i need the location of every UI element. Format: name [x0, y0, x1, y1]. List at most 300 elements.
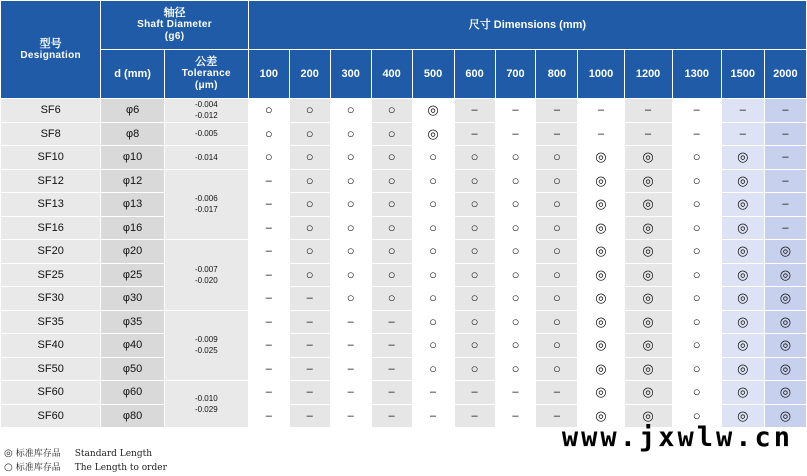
availability-cell [371, 357, 412, 381]
length-header: 600 [454, 50, 495, 99]
unavailable-dash: – [265, 245, 272, 258]
availability-cell [330, 169, 371, 193]
order-symbol: ○ [553, 290, 561, 306]
length-header: 300 [330, 50, 371, 99]
standard-stock-symbol: ◎ [595, 219, 607, 235]
availability-cell [764, 216, 806, 240]
standard-stock-symbol: ◎ [595, 149, 607, 165]
length-header: 700 [495, 50, 536, 99]
availability-cell [578, 216, 624, 240]
standard-symbol: ◎ [4, 448, 13, 459]
availability-cell [764, 99, 806, 123]
availability-cell [672, 146, 721, 170]
availability-cell [289, 310, 330, 334]
availability-cell [412, 122, 454, 146]
unavailable-dash: – [306, 339, 313, 352]
designation-cell: SF50 [1, 357, 101, 381]
unavailable-dash: – [347, 409, 354, 422]
order-symbol: ○ [511, 219, 520, 235]
availability-cell [454, 404, 495, 428]
order-symbol: ○ [429, 360, 437, 376]
availability-cell [672, 381, 721, 405]
tolerance-lower: -0.020 [194, 275, 218, 285]
designation-header [1, 1, 101, 99]
order-symbol: ○ [387, 266, 396, 282]
diameter-cell: φ10 [101, 146, 164, 170]
availability-cell [330, 240, 371, 264]
unavailable-dash: – [430, 386, 437, 399]
availability-cell [371, 169, 412, 193]
availability-cell [330, 381, 371, 405]
diameter-cell: φ8 [101, 122, 164, 146]
availability-cell [330, 357, 371, 381]
availability-cell [248, 287, 289, 311]
order-symbol: ○ [692, 219, 701, 235]
availability-cell [624, 216, 672, 240]
tolerance-cell [164, 99, 248, 123]
table-row [1, 193, 807, 217]
availability-cell [248, 122, 289, 146]
availability-cell [721, 146, 764, 170]
availability-cell [248, 334, 289, 358]
availability-cell [624, 240, 672, 264]
order-symbol: ○ [511, 172, 520, 188]
availability-cell [412, 240, 454, 264]
standard-stock-symbol: ◎ [779, 313, 792, 329]
availability-cell [495, 263, 536, 287]
availability-cell [624, 381, 672, 405]
standard-stock-symbol: ◎ [779, 407, 792, 423]
unavailable-dash: – [645, 104, 652, 117]
order-symbol: ○ [387, 196, 396, 212]
tolerance-upper: -0.007 [194, 264, 218, 274]
tolerance-header-unit: (μm) [194, 80, 218, 91]
unavailable-dash: – [306, 362, 313, 375]
unavailable-dash: – [265, 268, 272, 281]
order-symbol: ○ [429, 290, 437, 306]
unavailable-dash: – [265, 174, 272, 187]
diameter-cell: φ40 [101, 334, 164, 358]
tolerance-cell [164, 240, 248, 311]
tolerance-lower: -0.025 [194, 346, 218, 356]
availability-cell [536, 310, 578, 334]
availability-cell [672, 357, 721, 381]
availability-cell [371, 404, 412, 428]
availability-cell [672, 99, 721, 123]
unavailable-dash: – [265, 409, 272, 422]
availability-cell [536, 146, 578, 170]
unavailable-dash: – [347, 339, 354, 352]
availability-cell [536, 287, 578, 311]
availability-cell [454, 310, 495, 334]
order-symbol: ○ [511, 266, 520, 282]
availability-cell [495, 240, 536, 264]
order-symbol: ○ [511, 337, 520, 353]
order-symbol: ○ [305, 243, 314, 259]
order-symbol: ○ [346, 125, 355, 141]
order-symbol: ○ [346, 196, 355, 212]
order-symbol: ○ [692, 407, 701, 423]
unavailable-dash: – [388, 362, 395, 375]
order-symbol: ○ [305, 172, 314, 188]
legend-standard-en: Standard Length [74, 449, 153, 459]
unavailable-dash: – [553, 104, 561, 117]
standard-stock-symbol: ◎ [737, 313, 749, 329]
d-header: d (mm) [101, 50, 164, 99]
availability-cell [412, 404, 454, 428]
unavailable-dash: – [265, 292, 272, 305]
standard-stock-symbol: ◎ [595, 196, 607, 212]
unavailable-dash: – [347, 315, 354, 328]
order-symbol: ○ [387, 125, 396, 141]
availability-cell [764, 334, 806, 358]
availability-cell [721, 169, 764, 193]
standard-stock-symbol: ◎ [642, 313, 654, 329]
shaft-diameter-header-zh: 轴径 [163, 7, 186, 19]
diameter-cell: φ80 [101, 404, 164, 428]
unavailable-dash: – [471, 409, 478, 422]
order-symbol: ○ [346, 172, 355, 188]
standard-stock-symbol: ◎ [737, 219, 749, 235]
availability-cell [536, 240, 578, 264]
standard-stock-symbol: ◎ [642, 360, 654, 376]
designation-cell: SF8 [1, 122, 101, 146]
unavailable-dash: – [739, 104, 746, 117]
availability-cell [371, 381, 412, 405]
availability-cell [536, 334, 578, 358]
availability-cell [454, 193, 495, 217]
unavailable-dash: – [347, 362, 354, 375]
availability-cell [289, 122, 330, 146]
watermark: www.jxwlw.cn [561, 422, 793, 453]
availability-cell [721, 122, 764, 146]
order-symbol: ○ [553, 219, 561, 235]
standard-stock-symbol: ◎ [427, 125, 439, 141]
order-symbol: ○ [429, 337, 437, 353]
availability-cell [764, 381, 806, 405]
designation-header-en: Designation [20, 49, 81, 61]
order-symbol: ○ [553, 360, 561, 376]
standard-stock-symbol: ◎ [642, 407, 654, 423]
standard-stock-symbol: ◎ [595, 337, 607, 353]
standard-stock-symbol: ◎ [779, 384, 792, 400]
unavailable-dash: – [347, 386, 354, 399]
availability-cell [454, 216, 495, 240]
availability-cell [330, 193, 371, 217]
availability-cell [248, 357, 289, 381]
diameter-cell: φ35 [101, 310, 164, 334]
order-symbol: ○ [553, 266, 561, 282]
length-header: 400 [371, 50, 412, 99]
tolerance-upper: -0.004 [194, 100, 218, 110]
availability-cell [454, 381, 495, 405]
availability-cell [289, 357, 330, 381]
availability-cell [624, 357, 672, 381]
availability-cell [371, 216, 412, 240]
diameter-cell: φ20 [101, 240, 164, 264]
standard-stock-symbol: ◎ [737, 407, 749, 423]
designation-cell: SF40 [1, 334, 101, 358]
order-symbol: ○ [470, 337, 479, 353]
availability-cell [412, 334, 454, 358]
unavailable-dash: – [782, 151, 789, 164]
legend-standard-zh: 标准库存品 [15, 449, 61, 459]
unavailable-dash: – [782, 221, 789, 234]
order-symbol: ○ [429, 196, 437, 212]
tolerance-cell [164, 381, 248, 428]
diameter-cell: φ50 [101, 357, 164, 381]
availability-cell [764, 240, 806, 264]
length-header: 800 [536, 50, 578, 99]
unavailable-dash: – [388, 339, 395, 352]
availability-cell [412, 357, 454, 381]
unavailable-dash: – [782, 104, 789, 117]
designation-cell: SF20 [1, 240, 101, 264]
standard-stock-symbol: ◎ [642, 337, 654, 353]
availability-cell [764, 146, 806, 170]
availability-cell [764, 263, 806, 287]
table-row [1, 216, 807, 240]
availability-cell [289, 169, 330, 193]
order-symbol: ○ [346, 243, 355, 259]
availability-cell [371, 99, 412, 123]
unavailable-dash: – [265, 362, 272, 375]
order-symbol: ○ [553, 243, 561, 259]
diameter-cell: φ16 [101, 216, 164, 240]
availability-cell [624, 334, 672, 358]
order-symbol: ○ [692, 337, 701, 353]
availability-cell [536, 99, 578, 123]
order-symbol: ○ [387, 102, 396, 118]
availability-cell [330, 146, 371, 170]
availability-cell [624, 193, 672, 217]
order-symbol: ○ [470, 360, 479, 376]
availability-cell [672, 310, 721, 334]
shaft-diameter-header [101, 1, 248, 50]
order-symbol: ○ [692, 243, 701, 259]
order-symbol: ○ [346, 102, 355, 118]
tolerance-cell [164, 310, 248, 381]
table-row [1, 240, 807, 264]
availability-cell [536, 216, 578, 240]
order-symbol: ○ [264, 149, 273, 165]
availability-cell [721, 216, 764, 240]
availability-cell [495, 146, 536, 170]
availability-cell [721, 334, 764, 358]
order-symbol: ○ [387, 290, 396, 306]
availability-cell [672, 263, 721, 287]
order-symbol: ○ [429, 149, 437, 165]
designation-cell: SF13 [1, 193, 101, 217]
standard-stock-symbol: ◎ [779, 266, 792, 282]
standard-stock-symbol: ◎ [779, 243, 792, 259]
availability-cell [672, 216, 721, 240]
availability-cell [721, 99, 764, 123]
availability-cell [248, 169, 289, 193]
order-symbol: ○ [470, 149, 479, 165]
order-symbol: ○ [305, 125, 314, 141]
availability-cell [578, 263, 624, 287]
unavailable-dash: – [512, 104, 519, 117]
availability-cell [764, 310, 806, 334]
standard-stock-symbol: ◎ [737, 149, 749, 165]
standard-stock-symbol: ◎ [737, 243, 749, 259]
availability-cell [672, 193, 721, 217]
unavailable-dash: – [739, 127, 746, 140]
standard-stock-symbol: ◎ [642, 266, 654, 282]
availability-cell [578, 381, 624, 405]
availability-cell [454, 169, 495, 193]
availability-cell [764, 169, 806, 193]
availability-cell [624, 287, 672, 311]
availability-cell [578, 310, 624, 334]
order-symbol: ○ [429, 219, 437, 235]
availability-cell [536, 193, 578, 217]
availability-cell [248, 193, 289, 217]
tolerance-cell [164, 146, 248, 170]
table-row [1, 122, 807, 146]
standard-stock-symbol: ◎ [737, 337, 749, 353]
availability-cell [672, 334, 721, 358]
unavailable-dash: – [782, 174, 789, 187]
designation-cell: SF16 [1, 216, 101, 240]
standard-stock-symbol: ◎ [595, 313, 607, 329]
unavailable-dash: – [388, 409, 395, 422]
unavailable-dash: – [553, 127, 561, 140]
availability-cell [412, 381, 454, 405]
standard-stock-symbol: ◎ [642, 243, 654, 259]
availability-cell [495, 287, 536, 311]
availability-cell [495, 193, 536, 217]
table-row [1, 381, 807, 405]
order-symbol: ○ [264, 102, 273, 118]
availability-cell [495, 404, 536, 428]
table-body [1, 99, 807, 428]
order-symbol: ○ [511, 360, 520, 376]
availability-cell [764, 357, 806, 381]
unavailable-dash: – [471, 104, 478, 117]
availability-cell [248, 263, 289, 287]
availability-cell [578, 193, 624, 217]
availability-cell [721, 357, 764, 381]
availability-cell [764, 193, 806, 217]
availability-cell [371, 263, 412, 287]
standard-stock-symbol: ◎ [595, 360, 607, 376]
availability-cell [624, 169, 672, 193]
availability-cell [289, 334, 330, 358]
length-header: 1200 [624, 50, 672, 99]
legend-order-zh: 标准库存品 [15, 463, 61, 473]
standard-stock-symbol: ◎ [642, 196, 654, 212]
legend-order [4, 460, 167, 474]
availability-cell [412, 169, 454, 193]
shaft-diameter-header-sub: (g6) [164, 31, 185, 42]
order-symbol: ○ [511, 313, 520, 329]
availability-cell [454, 240, 495, 264]
unavailable-dash: – [782, 127, 789, 140]
length-header: 100 [248, 50, 289, 99]
availability-cell [764, 122, 806, 146]
availability-cell [412, 193, 454, 217]
order-symbol: ○ [470, 290, 479, 306]
order-symbol: ○ [692, 290, 701, 306]
designation-header-zh: 型号 [39, 37, 62, 50]
unavailable-dash: – [693, 127, 700, 140]
unavailable-dash: – [553, 386, 561, 399]
unavailable-dash: – [306, 292, 313, 305]
availability-cell [624, 310, 672, 334]
availability-cell [536, 122, 578, 146]
diameter-cell: φ30 [101, 287, 164, 311]
order-symbol: ○ [346, 266, 355, 282]
order-symbol: ○ [692, 196, 701, 212]
order-symbol: ○ [387, 243, 396, 259]
availability-cell [330, 310, 371, 334]
length-header: 2000 [764, 50, 806, 99]
availability-cell [721, 287, 764, 311]
designation-cell: SF25 [1, 263, 101, 287]
unavailable-dash: – [388, 315, 395, 328]
order-symbol: ○ [692, 149, 701, 165]
availability-cell [624, 263, 672, 287]
table-row [1, 169, 807, 193]
unavailable-dash: – [265, 198, 272, 211]
order-symbol: ○ [692, 266, 701, 282]
order-symbol: ○ [470, 243, 479, 259]
availability-cell [289, 287, 330, 311]
designation-cell: SF60 [1, 381, 101, 405]
order-symbol: ○ [553, 149, 561, 165]
unavailable-dash: – [306, 315, 313, 328]
order-symbol: ○ [553, 313, 561, 329]
diameter-cell: φ6 [101, 99, 164, 123]
availability-cell [330, 334, 371, 358]
length-header: 500 [412, 50, 454, 99]
availability-cell [248, 216, 289, 240]
order-symbol: ○ [553, 337, 561, 353]
table-row [1, 263, 807, 287]
availability-cell [248, 99, 289, 123]
availability-cell [624, 122, 672, 146]
availability-cell [495, 99, 536, 123]
availability-cell [454, 287, 495, 311]
availability-cell [248, 310, 289, 334]
legend-order-en: The Length to order [74, 463, 167, 473]
availability-cell [624, 146, 672, 170]
order-symbol: ○ [511, 290, 520, 306]
availability-cell [371, 310, 412, 334]
availability-cell [721, 310, 764, 334]
availability-cell [371, 122, 412, 146]
availability-cell [495, 334, 536, 358]
tolerance-lower: -0.017 [194, 205, 218, 215]
availability-cell [412, 310, 454, 334]
order-symbol: ○ [305, 149, 314, 165]
unavailable-dash: – [597, 127, 605, 140]
diameter-cell: φ13 [101, 193, 164, 217]
availability-cell [721, 263, 764, 287]
unavailable-dash: – [430, 409, 437, 422]
tolerance-cell [164, 169, 248, 240]
shaft-diameter-header-en: Shaft Diameter [137, 19, 212, 30]
availability-cell [495, 169, 536, 193]
availability-cell [412, 99, 454, 123]
length-header: 1500 [721, 50, 764, 99]
availability-cell [412, 146, 454, 170]
availability-cell [248, 381, 289, 405]
availability-cell [624, 99, 672, 123]
table-row [1, 310, 807, 334]
